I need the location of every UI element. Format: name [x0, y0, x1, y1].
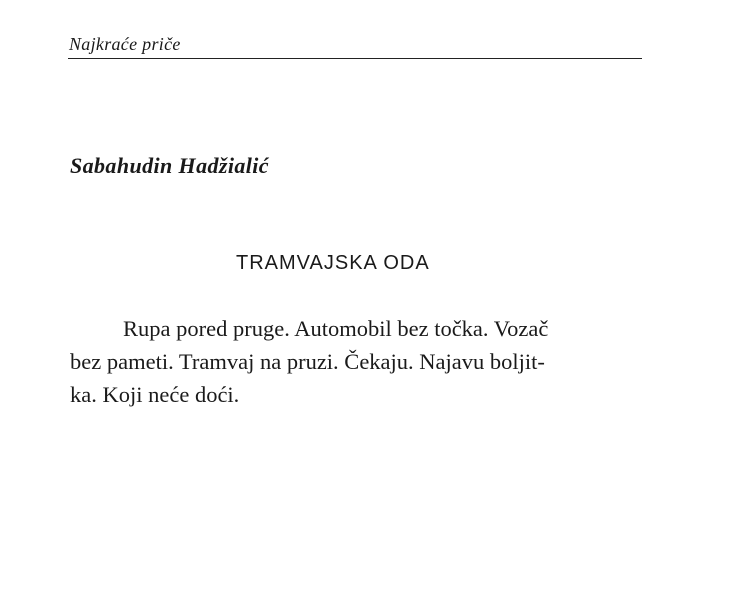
story-line: Rupa pored pruge. Automobil bez točka. Vozač [123, 316, 549, 341]
book-title: Najkraće priče [69, 34, 181, 54]
author-name: Sabahudin Hadžialić [70, 153, 269, 178]
story-title: TRAMVAJSKA ODA [236, 252, 430, 274]
story-line: ka. Koji neće doći. [70, 382, 240, 407]
story-body [70, 312, 642, 411]
story-line: bez pameti. Tramvaj na pruzi. Čekaju. Najavu boljit- [70, 349, 545, 374]
running-header [68, 34, 642, 59]
